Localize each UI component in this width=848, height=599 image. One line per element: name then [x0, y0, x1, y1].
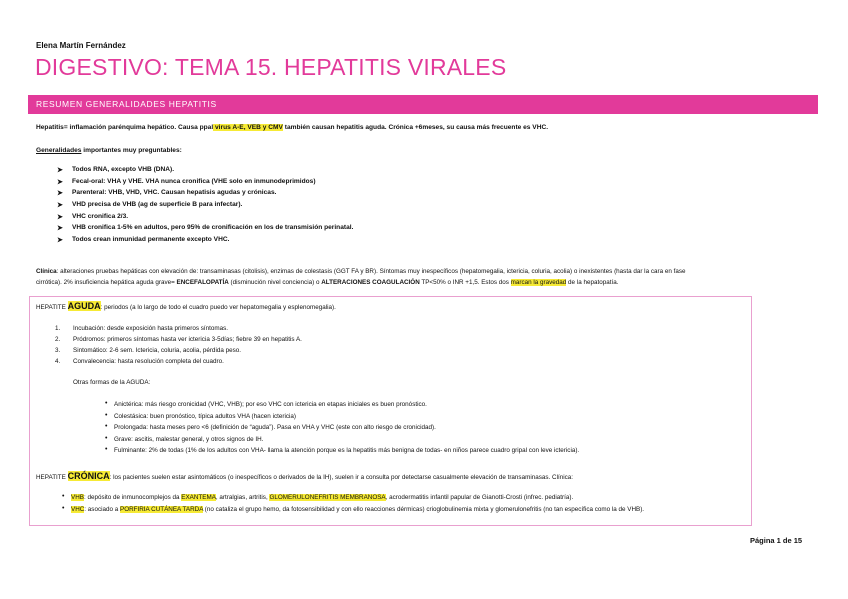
- clinica-text-2c: (disminución nivel conciencia) o: [228, 279, 322, 286]
- list-item-text: Todos RNA, excepto VHB (DNA).: [72, 166, 175, 173]
- clinica-text-2f: de la hepatopatía.: [566, 279, 619, 286]
- period-number: 3.: [55, 347, 61, 354]
- vhc-tag: VHC: [71, 505, 85, 513]
- cronica-heading: [36, 471, 573, 483]
- aguda-prefix: HEPATITE: [36, 304, 68, 311]
- arrow-bullet-icon: ➤: [57, 225, 63, 233]
- dot-bullet-icon: •: [62, 493, 65, 500]
- aguda-heading: [36, 301, 336, 313]
- section-banner: [28, 95, 818, 114]
- vhb-text: [71, 494, 573, 501]
- vhb-text-a: : depósito de inmunocomplejos da: [83, 494, 182, 501]
- form-text: Grave: ascitis, malestar general, y otros signos de IH.: [114, 435, 264, 443]
- form-text: Fulminante: 2% de todas (1% de los adultos con VHA- llama la atención porque es la hepatitis más benigna de todas- en niños parece cuadro gripal con leve ictericia).: [114, 447, 580, 454]
- otras-formas-label: Otras formas de la AGUDA:: [73, 379, 151, 386]
- period-text: Sintomático: 2-6 sem. Ictericia, coluria, acolia, pérdida peso.: [73, 347, 241, 354]
- page-title: [35, 54, 506, 81]
- cronica-prefix: HEPATITE: [36, 474, 68, 481]
- list-item-text: Parenteral: VHB, VHD, VHC. Causan hepatisis agudas y crónicas.: [72, 189, 277, 197]
- vhb-glomerulonefritis: GLOMERULONEFRITIS MEMBRANOSA: [269, 494, 386, 501]
- vhb-text-b: , artralgias, artritis,: [215, 494, 270, 501]
- section-banner-label: RESUMEN GENERALIDADES HEPATITIS: [36, 99, 217, 109]
- form-text: Prolongada: hasta meses pero <6 (definición de “aguda”). Pasa en VHA y VHC (este con alto riesgo de cronicidad).: [114, 424, 436, 431]
- dot-bullet-icon: •: [105, 446, 108, 453]
- vhb-tag: VHB: [71, 494, 84, 501]
- author-name: Elena Martín Fernández: [36, 41, 126, 50]
- cronica-text: : los pacientes suelen estar asintomáticos (o inespecíficos o derivados de la IH), suelen ir a consulta por detectarse casualmente elevación de transaminasas. Clínica:: [109, 474, 574, 481]
- period-text: Pródromos: primeros síntomas hasta ver ictericia 3-5días; fiebre 39 en hepatitis A.: [73, 336, 302, 343]
- arrow-bullet-icon: ➤: [57, 237, 63, 245]
- vhc-text-a: : asociado a: [84, 505, 121, 513]
- period-number: 4.: [55, 358, 61, 365]
- vhc-text-b: (no cataliza el grupo hemo, da fotosensibilidad y con ello reacciones dérmicas) crioglobulinemia mixta y glomerulonefritis (no tan específica como la de VHB).: [203, 505, 645, 513]
- period-number: 2.: [55, 336, 61, 343]
- list-item-text: Fecal-oral: VHA y VHE. VHA nunca cronifica (VHE solo en inmunodeprimidos): [72, 177, 316, 185]
- vhc-porfiria: PORFIRIA CUTÁNEA TARDA: [120, 505, 204, 513]
- page-number: Página 1 de 15: [750, 536, 803, 545]
- list-item-text: VHC cronifica 2/3.: [72, 212, 129, 220]
- list-item-text: Todos crean inmunidad permanente excepto VHC.: [72, 236, 230, 244]
- dot-bullet-icon: •: [105, 423, 108, 430]
- title-prefix: DIGESTIVO:: [35, 54, 169, 80]
- intro-paragraph: [36, 123, 548, 132]
- title-main: TEMA 15. HEPATITIS VIRALES: [168, 54, 507, 80]
- intro-text-b: también causan hepatitis aguda. Crónica +6meses, su causa más frecuente es VHC.: [282, 124, 549, 131]
- list-item-text: VHD precisa de VHB (ag de superficie B para infectar).: [72, 201, 243, 209]
- dot-bullet-icon: •: [62, 504, 65, 512]
- dot-bullet-icon: •: [105, 434, 108, 442]
- clinica-line-2: [36, 278, 618, 287]
- aguda-text: : periodos (a lo largo de todo el cuadro puedo ver hepatomegalia y esplenomegalia).: [100, 304, 336, 311]
- clinica-label: Clínica: [36, 268, 57, 275]
- intro-text-a: Hepatitis= inflamación parénquima hepático. Causa ppal: [36, 124, 214, 131]
- arrow-bullet-icon: ➤: [57, 178, 63, 186]
- vhb-exantema: EXANTEMA: [181, 494, 216, 501]
- generalidades-heading: [36, 146, 182, 155]
- arrow-bullet-icon: ➤: [57, 167, 63, 174]
- period-text: Incubación: desde exposición hasta primeros síntomas.: [73, 325, 229, 332]
- dot-bullet-icon: •: [105, 411, 108, 419]
- dot-bullet-icon: •: [105, 400, 108, 407]
- clinica-text-2e: TP<50% o INR +1,5. Estos dos: [419, 279, 511, 286]
- clinica-coagulacion: ALTERACIONES COAGULACIÓN: [321, 279, 420, 286]
- cronica-word: CRÓNICA: [67, 471, 110, 481]
- generalidades-label: Generalidades: [36, 147, 82, 154]
- clinica-line-1: [36, 267, 685, 276]
- clinica-text-2a: cirrótica). 2% insuficiencia hepática aguda grave=: [36, 279, 177, 286]
- arrow-bullet-icon: ➤: [57, 202, 63, 210]
- clinica-encefalopatia: ENCEFALOPATÍA: [176, 279, 229, 286]
- form-text: Anictérica: más riesgo cronicidad (VHC, VHB); por eso VHC con ictericia en etapas iniciales es buen pronóstico.: [114, 401, 427, 408]
- clinica-highlight: marcan la gravedad: [510, 279, 567, 286]
- clinica-text-1: : alteraciones pruebas hepáticas con elevación de: transaminasas (citolisis), enzimas de colestasis (GGT FA y BR). Síntomas muy inespecíficos (hepatomegalia, ictericia, coluria, acolia) o inexistentes (hasta dar la cara en fase: [56, 268, 686, 275]
- vhc-text: [71, 506, 644, 513]
- form-text: Colestásica: buen pronóstico, típica adultos VHA (hacen ictericia): [114, 412, 297, 420]
- arrow-bullet-icon: ➤: [57, 213, 63, 221]
- list-item-text: VHB cronifica 1-5% en adultos, pero 95% de cronificación en los de transmisión perinatal.: [72, 224, 354, 232]
- period-text: Convalecencia: hasta resolución completa del cuadro.: [73, 358, 224, 365]
- aguda-word: AGUDA: [67, 301, 101, 311]
- intro-highlight: virus A-E, VEB y CMV: [213, 124, 283, 131]
- arrow-bullet-icon: ➤: [57, 190, 63, 198]
- vhb-text-c: , acrodermatitis infantil papular de Gianotti-Crosti (infrec. pediatría).: [385, 494, 574, 501]
- generalidades-rest: importantes muy preguntables:: [81, 147, 182, 154]
- period-number: 1.: [55, 325, 61, 332]
